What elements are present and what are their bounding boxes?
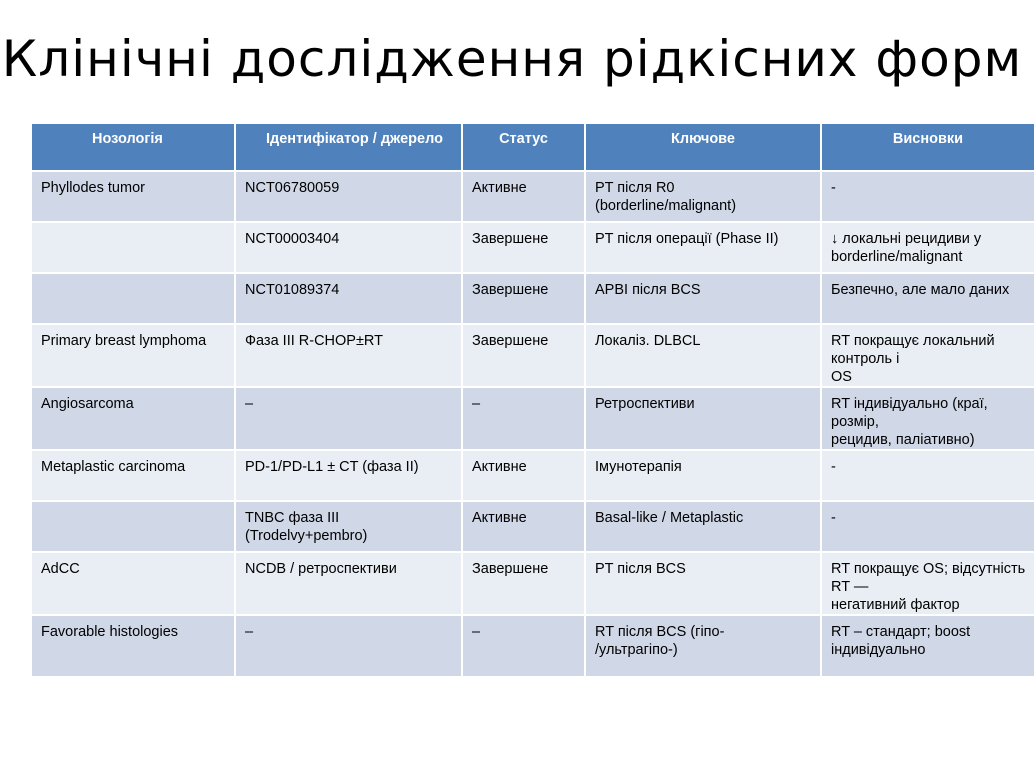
table-row xyxy=(31,387,1035,450)
slide-title-text: Клінічні дослідження рідкісних форм xyxy=(1,30,1023,88)
cell-identifier: Фаза III R-CHOP±RT xyxy=(235,324,462,387)
cell-conclusion: - xyxy=(821,450,1035,501)
cell-nosology xyxy=(31,222,235,273)
clinical-trials-table-container xyxy=(30,122,1026,658)
header-identifier: Ідентифікатор / джерело xyxy=(235,123,462,171)
cell-conclusion: - xyxy=(821,501,1035,552)
header-status: Статус xyxy=(462,123,585,171)
cell-nosology xyxy=(31,273,235,324)
cell-identifier: NCT00003404 xyxy=(235,222,462,273)
cell-key: PT після операції (Phase II) xyxy=(585,222,821,273)
cell-nosology: Favorable histologies xyxy=(31,615,235,677)
cell-conclusion: RT покращує OS; відсутність RT — негативний фактор xyxy=(821,552,1035,615)
cell-status: Завершене xyxy=(462,222,585,273)
cell-nosology: Angiosarcoma xyxy=(31,387,235,450)
cell-conclusion: ↓ локальні рецидиви у borderline/malignant xyxy=(821,222,1035,273)
cell-status: Активне xyxy=(462,450,585,501)
table-row xyxy=(31,615,1035,677)
table-row xyxy=(31,552,1035,615)
table-row xyxy=(31,324,1035,387)
cell-nosology: AdCC xyxy=(31,552,235,615)
cell-identifier: NCT06780059 xyxy=(235,171,462,222)
header-conclusions: Висновки xyxy=(821,123,1035,171)
cell-conclusion: RT – стандарт; boost індивідуально xyxy=(821,615,1035,677)
cell-key: Локаліз. DLBCL xyxy=(585,324,821,387)
table-row xyxy=(31,501,1035,552)
cell-nosology xyxy=(31,501,235,552)
clinical-trials-table xyxy=(30,122,1036,678)
cell-identifier: PD-1/PD-L1 ± CT (фаза II) xyxy=(235,450,462,501)
cell-status: – xyxy=(462,615,585,677)
cell-status: Активне xyxy=(462,501,585,552)
table-row xyxy=(31,222,1035,273)
cell-status: – xyxy=(462,387,585,450)
cell-key: RT після BCS (гіпо- /ультрагіпо-) xyxy=(585,615,821,677)
table-row xyxy=(31,450,1035,501)
cell-identifier: – xyxy=(235,387,462,450)
header-key: Ключове xyxy=(585,123,821,171)
cell-key: APBI після BCS xyxy=(585,273,821,324)
table-row xyxy=(31,273,1035,324)
cell-conclusion: RT індивідуально (краї, розмір, рецидив, паліативно) xyxy=(821,387,1035,450)
cell-identifier: TNBC фаза III (Trodelvy+pembro) xyxy=(235,501,462,552)
cell-key: Імунотерапія xyxy=(585,450,821,501)
cell-identifier: – xyxy=(235,615,462,677)
cell-conclusion: Безпечно, але мало даних xyxy=(821,273,1035,324)
cell-identifier: NCDB / ретроспективи xyxy=(235,552,462,615)
cell-nosology: Primary breast lymphoma xyxy=(31,324,235,387)
table-row xyxy=(31,171,1035,222)
cell-status: Завершене xyxy=(462,273,585,324)
cell-status: Завершене xyxy=(462,324,585,387)
cell-key: PT після R0 (borderline/malignant) xyxy=(585,171,821,222)
table-header-row xyxy=(31,123,1035,171)
cell-key: Basal-like / Metaplastic xyxy=(585,501,821,552)
cell-status: Активне xyxy=(462,171,585,222)
cell-nosology: Metaplastic carcinoma xyxy=(31,450,235,501)
cell-status: Завершене xyxy=(462,552,585,615)
cell-key: Ретроспективи xyxy=(585,387,821,450)
cell-conclusion: RT покращує локальний контроль і OS xyxy=(821,324,1035,387)
cell-nosology: Phyllodes tumor xyxy=(31,171,235,222)
header-nosology: Нозологія xyxy=(31,123,235,171)
cell-identifier: NCT01089374 xyxy=(235,273,462,324)
slide-title xyxy=(0,22,1024,118)
cell-conclusion: - xyxy=(821,171,1035,222)
cell-key: PT після BCS xyxy=(585,552,821,615)
